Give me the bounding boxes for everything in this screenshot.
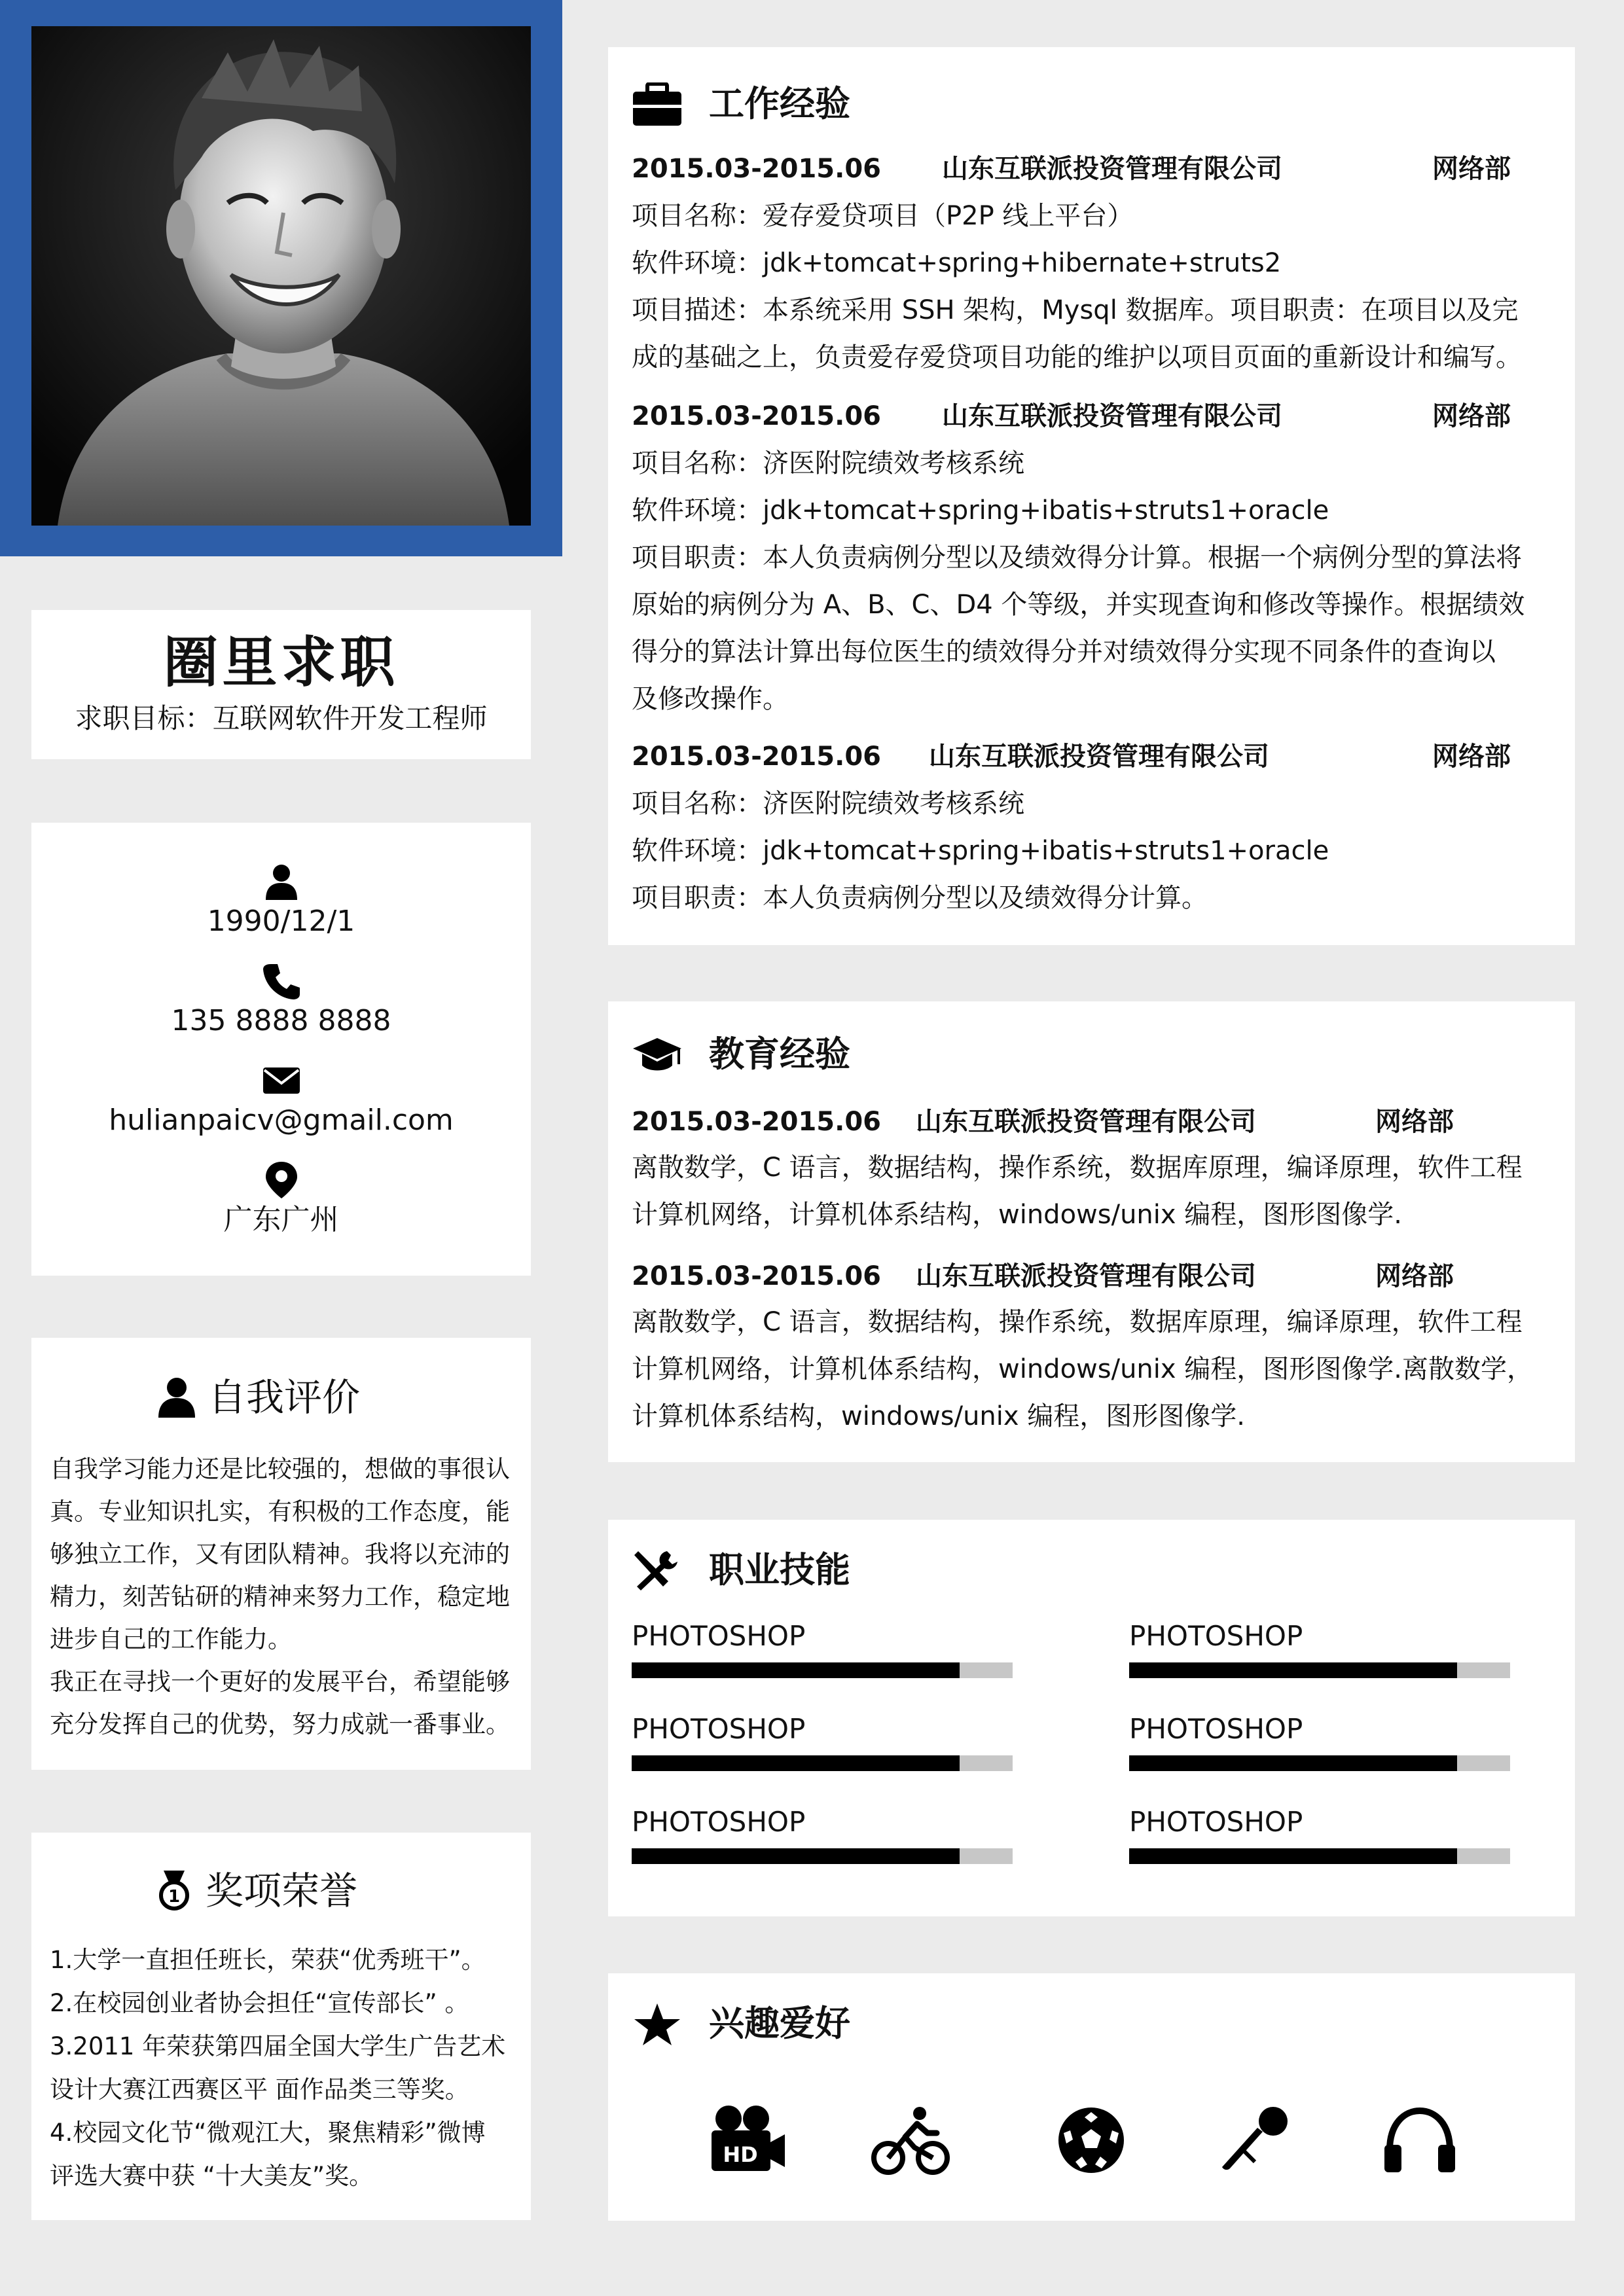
edu-line: 计算机体系结构，windows/unix 编程，图形图像学. xyxy=(632,1401,1245,1431)
skill-label: PHOTOSHOP xyxy=(1129,1620,1303,1652)
skill-bar-fill xyxy=(1129,1662,1457,1678)
headphones-icon xyxy=(1380,2104,1459,2176)
hobbies-card xyxy=(608,1973,1575,2221)
work-line: 及修改操作。 xyxy=(632,684,789,714)
skills-title: 职业技能 xyxy=(709,1549,850,1590)
edu-period: 2015.03-2015.06 xyxy=(632,1261,881,1291)
work-experience-card xyxy=(608,47,1575,945)
work-line: 软件环境：jdk+tomcat+spring+ibatis+struts1+oracle xyxy=(632,495,1329,526)
work-line: 得分的算法计算出每位医生的绩效得分并对绩效得分实现不同条件的查询以 xyxy=(632,637,1496,667)
skill-bar-track xyxy=(632,1755,1013,1771)
work-line: 项目名称：济医附院绩效考核系统 xyxy=(632,448,1024,478)
work-line: 软件环境：jdk+tomcat+spring+hibernate+struts2 xyxy=(632,248,1282,278)
work-line: 软件环境：jdk+tomcat+spring+ibatis+struts1+oracle xyxy=(632,836,1329,866)
contact-card xyxy=(31,823,531,1276)
work-line: 项目描述：本系统采用 SSH 架构，Mysql 数据库。项目职责：在项目以及完 xyxy=(632,295,1519,325)
edu-line: 计算机网络，计算机体系结构，windows/unix 编程，图形图像学. xyxy=(632,1200,1402,1230)
photo-frame xyxy=(0,0,562,556)
user-icon xyxy=(156,1376,198,1418)
work-dept: 网络部 xyxy=(1432,401,1511,431)
skill-item xyxy=(1129,1804,1510,1864)
work-dept: 网络部 xyxy=(1432,742,1511,772)
tools-icon xyxy=(632,1549,683,1593)
award-line: 设计大赛江西赛区平 面作品类三等奖。 xyxy=(50,2075,469,2104)
award-line: 3.2011 年荣获第四届全国大学生广告艺术 xyxy=(50,2032,506,2060)
work-line: 成的基础之上，负责爱存爱贷项目功能的维护以项目页面的重新设计和编写。 xyxy=(632,342,1522,372)
work-company: 山东互联派投资管理有限公司 xyxy=(942,154,1282,184)
work-period: 2015.03-2015.06 xyxy=(632,154,881,184)
person-icon xyxy=(262,862,301,901)
contact-location xyxy=(31,1160,531,1239)
skill-bar-fill xyxy=(1129,1755,1457,1771)
name-card xyxy=(31,610,531,759)
profile-photo xyxy=(31,26,531,526)
graduation-cap-icon xyxy=(632,1033,683,1077)
skill-label: PHOTOSHOP xyxy=(632,1620,806,1652)
skill-item xyxy=(632,1618,1013,1678)
phone-icon xyxy=(262,961,301,1001)
edu-period: 2015.03-2015.06 xyxy=(632,1107,881,1137)
skill-label: PHOTOSHOP xyxy=(1129,1713,1303,1745)
email-text: hulianpaicv@gmail.com xyxy=(109,1103,454,1137)
map-pin-icon xyxy=(262,1160,301,1200)
skill-bar-fill xyxy=(1129,1848,1457,1864)
work-company: 山东互联派投资管理有限公司 xyxy=(929,742,1269,772)
svg-text:1: 1 xyxy=(168,1887,181,1907)
skill-item xyxy=(632,1804,1013,1864)
contact-phone xyxy=(31,961,531,1040)
star-icon xyxy=(632,2002,683,2047)
award-line: 2.在校园创业者协会担任“宣传部长” 。 xyxy=(50,1989,469,2017)
award-line: 评选大赛中获 “十大美友”奖。 xyxy=(50,2162,374,2190)
self-eval-line: 够独立工作，又有团队精神。我将以充沛的 xyxy=(50,1540,510,1568)
location-text: 广东广州 xyxy=(223,1203,339,1236)
awards-card xyxy=(31,1833,531,2220)
skill-item xyxy=(632,1711,1013,1771)
skill-label: PHOTOSHOP xyxy=(1129,1806,1303,1838)
work-title: 工作经验 xyxy=(709,83,850,124)
hobbies-title: 兴趣爱好 xyxy=(709,2003,850,2044)
work-heading xyxy=(632,81,1024,127)
edu-line: 计算机网络，计算机体系结构，windows/unix 编程，图形图像学.离散数学， xyxy=(632,1354,1533,1384)
movie-camera-icon xyxy=(708,2104,786,2176)
work-period: 2015.03-2015.06 xyxy=(632,742,881,772)
award-line: 4.校园文化节“微观江大，聚焦精彩”微博 xyxy=(50,2119,486,2147)
edu-school: 山东互联派投资管理有限公司 xyxy=(916,1107,1256,1137)
education-title: 教育经验 xyxy=(709,1033,850,1075)
work-line: 原始的病例分为 A、B、C、D4 个等级，并实现查询和修改等操作。根据绩效 xyxy=(632,590,1525,620)
cycling-icon xyxy=(871,2104,950,2176)
self-evaluation-title: 自我评价 xyxy=(208,1375,361,1420)
skills-card xyxy=(608,1520,1575,1916)
candidate-name: 圈里求职 xyxy=(163,630,399,694)
work-company: 山东互联派投资管理有限公司 xyxy=(942,401,1282,431)
contact-birthday xyxy=(31,862,531,941)
self-eval-line: 充分发挥自己的优势，努力成就一番事业。 xyxy=(50,1710,510,1738)
work-line: 项目名称：济医附院绩效考核系统 xyxy=(632,789,1024,819)
work-line: 项目名称：爱存爱贷项目（P2P 线上平台） xyxy=(632,201,1134,231)
medal-icon xyxy=(153,1869,195,1911)
self-eval-line: 精力，刻苦钻研的精神来努力工作，稳定地 xyxy=(50,1583,510,1611)
edu-line: 离散数学，C 语言，数据结构，操作系统，数据库原理，编译原理，软件工程 xyxy=(632,1307,1523,1337)
skill-item xyxy=(1129,1618,1510,1678)
self-evaluation-body xyxy=(50,1448,516,1746)
portrait-illustration xyxy=(31,26,531,526)
edu-line: 离散数学，C 语言，数据结构，操作系统，数据库原理，编译原理，软件工程 xyxy=(632,1153,1523,1183)
skill-label: PHOTOSHOP xyxy=(632,1713,806,1745)
soccer-ball-icon xyxy=(1052,2104,1130,2176)
skill-bar-track xyxy=(1129,1848,1510,1864)
job-objective: 求职目标：互联网软件开发工程师 xyxy=(75,702,488,734)
skill-bar-track xyxy=(632,1848,1013,1864)
skill-bar-track xyxy=(1129,1662,1510,1678)
edu-dept: 网络部 xyxy=(1375,1107,1454,1137)
phone-text: 135 8888 8888 xyxy=(171,1004,391,1037)
skill-bar-track xyxy=(1129,1755,1510,1771)
work-line: 项目职责：本人负责病例分型以及绩效得分计算。 xyxy=(632,883,1208,913)
awards-body xyxy=(50,1939,524,2198)
awards-title: 奖项荣誉 xyxy=(206,1869,358,1913)
skill-bar-fill xyxy=(632,1662,960,1678)
education-heading xyxy=(632,1031,1024,1077)
self-eval-line: 进步自己的工作能力。 xyxy=(50,1625,292,1653)
self-evaluation-card xyxy=(31,1338,531,1770)
birthday-text: 1990/12/1 xyxy=(207,905,355,938)
skill-bar-fill xyxy=(632,1848,960,1864)
envelope-icon xyxy=(262,1061,301,1100)
skill-bar-fill xyxy=(632,1755,960,1771)
microphone-icon xyxy=(1217,2104,1295,2176)
contact-email xyxy=(31,1061,531,1139)
award-line: 1.大学一直担任班长，荣获“优秀班干”。 xyxy=(50,1946,486,1974)
work-period: 2015.03-2015.06 xyxy=(632,401,881,431)
skill-bar-track xyxy=(632,1662,1013,1678)
self-eval-line: 我正在寻找一个更好的发展平台，希望能够 xyxy=(50,1668,510,1696)
skills-heading xyxy=(632,1547,1024,1593)
skill-label: PHOTOSHOP xyxy=(632,1806,806,1838)
education-card xyxy=(608,1001,1575,1462)
hd-label: HD xyxy=(723,2142,758,2167)
self-eval-line: 自我学习能力还是比较强的，想做的事很认 xyxy=(50,1455,510,1483)
self-eval-line: 真。专业知识扎实，有积极的工作态度，能 xyxy=(50,1498,510,1526)
edu-dept: 网络部 xyxy=(1375,1261,1454,1291)
briefcase-icon xyxy=(632,82,683,127)
skill-item xyxy=(1129,1711,1510,1771)
edu-school: 山东互联派投资管理有限公司 xyxy=(916,1261,1256,1291)
hobbies-heading xyxy=(632,2001,1024,2047)
work-dept: 网络部 xyxy=(1432,154,1511,184)
work-line: 项目职责：本人负责病例分型以及绩效得分计算。根据一个病例分型的算法将 xyxy=(632,543,1522,573)
